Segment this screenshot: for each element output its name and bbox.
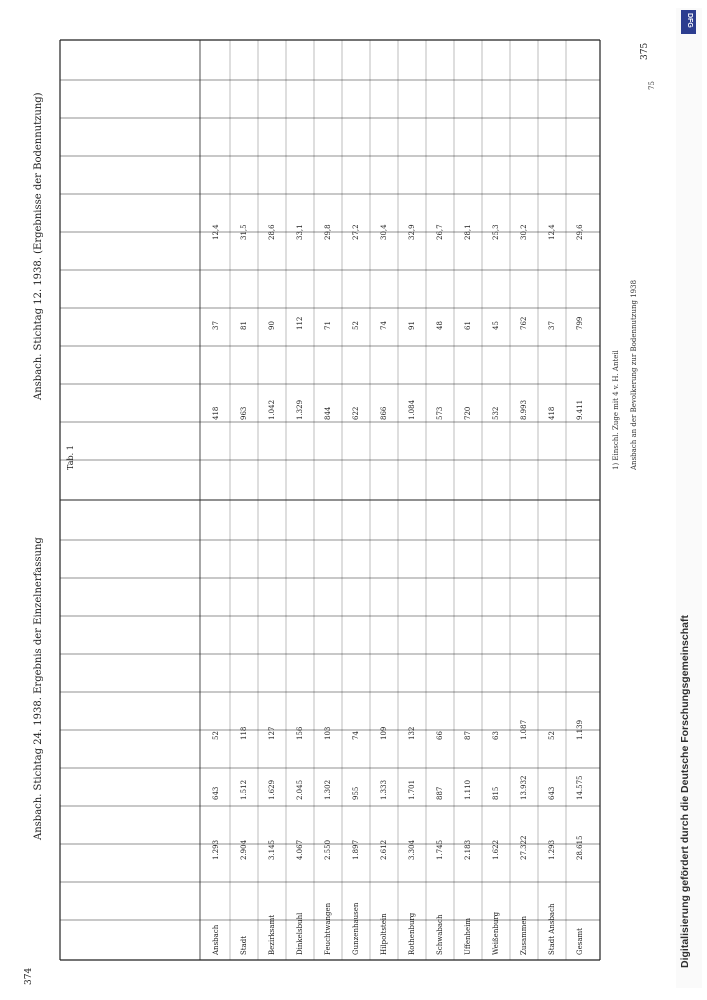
table-cell: 1.512 (240, 779, 248, 800)
table-cell: 1.302 (324, 779, 332, 800)
table-cell: 31,5 (240, 224, 248, 240)
table-cell: 112 (296, 316, 304, 330)
table-cell: 66 (436, 731, 444, 740)
table-cell: 81 (240, 321, 248, 330)
table-cell: 118 (240, 726, 248, 740)
table-cell: 2.612 (380, 839, 388, 860)
table-cell: 29,6 (576, 224, 584, 240)
row-label: Stadt (240, 935, 248, 955)
table-cell: 90 (268, 321, 276, 330)
dfg-stamp (676, 8, 702, 988)
table-cell: 45 (492, 321, 500, 330)
table-cell: 74 (380, 321, 388, 330)
table-cell: 29,8 (324, 224, 332, 240)
row-label: Dinkelsbuhl (296, 912, 304, 955)
table-cell: 2.183 (464, 839, 472, 860)
row-label: Weißenburg (492, 911, 500, 955)
table-cell: 25,3 (492, 224, 500, 240)
table-cell: 14.575 (576, 775, 584, 800)
table-cell: 1.329 (296, 399, 304, 420)
footnote-1: 1) Einschl. Zuge mit 4 v. H. Anteil (612, 350, 620, 470)
left-page-number: 374 (24, 967, 34, 985)
table-cell: 622 (352, 406, 360, 420)
footnote-2: Ansbach an der Bevolkerung zur Bodennutzung 1938 (630, 279, 638, 470)
table-cell: 1.042 (268, 399, 276, 420)
table-cell: 799 (576, 316, 584, 330)
table-cell: 815 (492, 786, 500, 800)
row-label: Hilpoltstein (380, 913, 388, 955)
table-cell: 30,2 (520, 224, 528, 240)
table-cell: 844 (324, 406, 332, 420)
row-label: Gesamt (576, 928, 584, 955)
table-cell: 1.084 (408, 399, 416, 420)
table-cell: 28,6 (268, 224, 276, 240)
table-cell: 28.615 (576, 835, 584, 860)
table-cell: 87 (464, 731, 472, 740)
table-cell: 26,7 (436, 224, 444, 240)
row-label: Zusammen (520, 915, 528, 955)
table-cell: 955 (352, 786, 360, 800)
table-cell: 2.550 (324, 839, 332, 860)
table-cell: 109 (380, 726, 388, 740)
table-cell: 9.411 (576, 399, 584, 420)
table-cell: 27,2 (352, 224, 360, 240)
table-cell: 573 (436, 406, 444, 420)
table-cell: 127 (268, 726, 276, 740)
right-page-header: Ansbach. Stichtag 12. 1938. (Ergebnisse der Bodennutzung) (33, 92, 44, 400)
table-cell: 532 (492, 406, 500, 420)
table-cell: 12,4 (548, 224, 556, 240)
table-cell: 28,1 (464, 224, 472, 240)
table-cell: 762 (520, 316, 528, 330)
table-cell: 103 (324, 726, 332, 740)
table-cell: 887 (436, 786, 444, 800)
table-cell: 74 (352, 731, 360, 740)
table-cell: 3.304 (408, 839, 416, 860)
right-page-number: 375 (640, 42, 650, 60)
table-cell: 61 (464, 321, 472, 330)
table-cell: 52 (212, 731, 220, 740)
table-cell: 1.745 (436, 839, 444, 860)
table-cell: 1.629 (268, 779, 276, 800)
table-cell: 1.622 (492, 839, 500, 860)
table-cell: 418 (212, 406, 220, 420)
table-cell: 2.904 (240, 839, 248, 860)
table-cell: 63 (492, 731, 500, 740)
table-cell: 37 (548, 321, 556, 330)
page-marker: Tab. 1 (66, 445, 75, 470)
table-cell: 1.139 (576, 719, 584, 740)
table-cell: 1.087 (520, 719, 528, 740)
table-cell: 13.932 (520, 775, 528, 800)
table-cell: 12,4 (212, 224, 220, 240)
table-cell: 91 (408, 321, 416, 330)
row-label: Feuchtwangen (324, 902, 332, 955)
table-cell: 37 (212, 321, 220, 330)
table-cell: 52 (548, 731, 556, 740)
table-cell: 1.293 (212, 839, 220, 860)
row-label: Gunzenhausen (352, 902, 360, 955)
table-cell: 3.145 (268, 839, 276, 860)
dfg-logo (681, 10, 696, 34)
table-cell: 27.322 (520, 835, 528, 860)
table-cell: 1.110 (464, 779, 472, 800)
table-cell: 33,1 (296, 224, 304, 240)
table-cell: 2.045 (296, 779, 304, 800)
table-cell: 418 (548, 406, 556, 420)
table-cell: 48 (436, 321, 444, 330)
table-cell: 71 (324, 321, 332, 330)
table-cell: 643 (548, 786, 556, 800)
table-cell: 4.067 (296, 839, 304, 860)
dfg-logo-text: DFG (686, 13, 693, 28)
row-label: Stadt Ansbach (548, 903, 556, 955)
table-cell: 866 (380, 406, 388, 420)
table-cell: 132 (408, 726, 416, 740)
table-cell: 52 (352, 321, 360, 330)
table-cell: 1.701 (408, 779, 416, 800)
table-cell: 156 (296, 726, 304, 740)
table-cell: 1.293 (548, 839, 556, 860)
left-page-header: Ansbach. Stichtag 24. 1938. Ergebnis der Einzelnerfassung (33, 537, 44, 840)
row-label: Uffenheim (464, 917, 472, 955)
row-label: Bezirksamt (268, 914, 276, 955)
row-label: Ansbach (212, 924, 220, 955)
dfg-stamp-text: Digitalisierung gefördert durch die Deutsche Forschungsgemeinschaft (679, 615, 691, 968)
table-cell: 1.333 (380, 779, 388, 800)
table-cell: 720 (464, 406, 472, 420)
table-cell: 963 (240, 406, 248, 420)
row-label: Rothenburg (408, 912, 416, 955)
table-cell: 32,9 (408, 224, 416, 240)
small-mark: 75 (648, 81, 656, 90)
table-cell: 643 (212, 786, 220, 800)
table-cell: 8.993 (520, 399, 528, 420)
table-cell: 1.897 (352, 839, 360, 860)
row-label: Schwabach (436, 914, 444, 955)
table-cell: 30,4 (380, 224, 388, 240)
